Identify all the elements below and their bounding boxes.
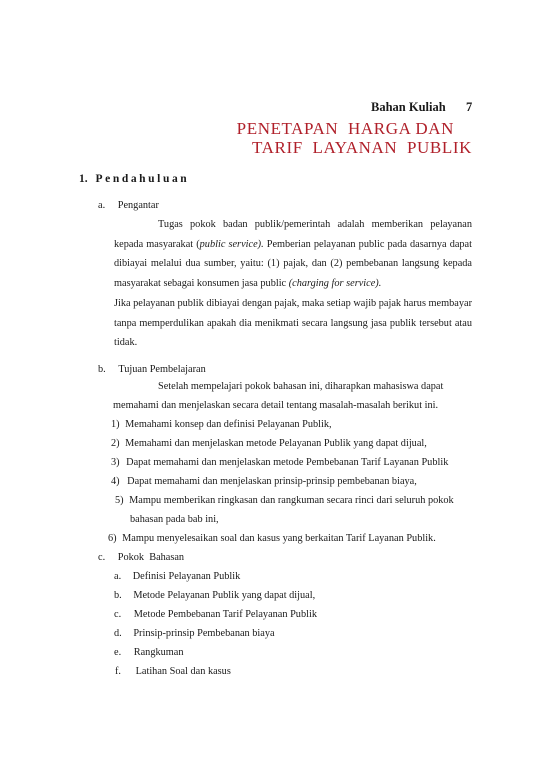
topic-text: Definisi Pelayanan Publik [132,571,241,582]
part-b-heading [98,364,206,375]
paragraph-intro-text-2: Pemberian pelayanan public pada dasarnya dapat dibiayai melalui dua sumber, yaitu: (1) pajak, dan (2) pembebanan langsung kepada masyarakat sebagai konsumen jasa public [114,238,472,290]
part-c-title: Pokok Bahasan [117,552,185,563]
objective-number: 5) [115,495,124,506]
topic-letter: b. [114,590,122,601]
objective-number: 3) [111,457,120,468]
section-title: Pendahuluan [95,173,190,185]
objective-item [115,495,454,506]
topic-text: Rangkuman [133,647,184,658]
part-b-marker: b. [98,364,106,375]
objective-item-continuation: bahasan pada bab ini, [130,514,219,525]
paragraph-intro [114,215,472,294]
objective-text: Mampu menyelesaikan soal dan kasus yang berkaitan Tarif Layanan Publik. [122,533,436,544]
topic-text: Metode Pembebanan Tarif Pelayanan Publik [133,609,317,620]
topic-letter: d. [114,628,122,639]
part-b-title: Tujuan Pembelajaran [118,364,206,375]
objective-item [111,419,332,430]
topic-letter: a. [114,571,122,582]
section-number: 1. [79,173,88,185]
topic-letter: c. [114,609,122,620]
objective-number: 1) [111,419,120,430]
paragraph-tax: Jika pelayanan publik dibiayai dengan pajak, maka setiap wajib pajak harus membayar tanpa memperdulikan apakah dia menikmati secara langsung jasa publik tersebut atau tidak. [114,298,472,349]
part-a-heading [98,200,159,211]
objective-number: 4) [111,476,120,487]
lecture-label [371,100,472,115]
objective-item [111,438,427,449]
objective-text: Dapat memahami dan menjelaskan metode Pembebanan Tarif Layanan Publik [126,457,449,468]
part-c-marker: c. [98,552,106,563]
topic-item [114,647,184,658]
lecture-number: 7 [465,100,473,114]
title-line-1: PENETAPAN HARGA DAN [236,119,454,138]
paragraph-intro-italic-2: (charging for service). [288,278,382,290]
topic-item [114,590,315,601]
topic-item [114,609,317,620]
objective-text: Memahami konsep dan definisi Pelayanan Publik, [125,419,332,430]
topic-text: Prinsip-prinsip Pembebanan biaya [133,628,275,639]
topic-text: Metode Pelayanan Publik yang dapat dijual, [133,590,316,601]
topic-text: Latihan Soal dan kasus [135,666,231,677]
objective-number: 6) [108,533,117,544]
objective-item [111,476,417,487]
section-heading [79,173,189,185]
topic-letter: f. [115,666,122,677]
objective-text: Mampu memberikan ringkasan dan rangkuman secara rinci dari seluruh pokok [129,495,454,506]
topic-item [114,628,275,639]
objective-text: Memahami dan menjelaskan metode Pelayanan Publik yang dapat dijual, [125,438,427,449]
topic-item [115,666,231,677]
topic-item [114,571,240,582]
objective-text: Dapat memahami dan menjelaskan prinsip-prinsip pembebanan biaya, [127,476,417,487]
paragraph-intro-italic-1: public service). [199,238,264,250]
part-a-title: Pengantar [117,200,159,211]
paragraph-intro-text-1: Tugas pokok badan publik/pemerintah adalah memberikan pelayanan kepada masyarakat ( [114,219,472,250]
topic-letter: e. [114,647,122,658]
objective-item [108,533,436,544]
objectives-intro-line-1: Setelah mempelajari pokok bahasan ini, diharapkan mahasiswa dapat [158,381,444,392]
part-c-heading [98,552,184,563]
objective-item [111,457,448,468]
part-a-marker: a. [98,200,106,211]
objectives-intro-line-2: memahami dan menjelaskan secara detail tentang masalah-masalah berikut ini. [113,400,439,411]
title-line-2: TARIF LAYANAN PUBLIK [252,138,472,157]
objective-number: 2) [111,438,120,449]
lecture-label-text: Bahan Kuliah [371,100,446,114]
